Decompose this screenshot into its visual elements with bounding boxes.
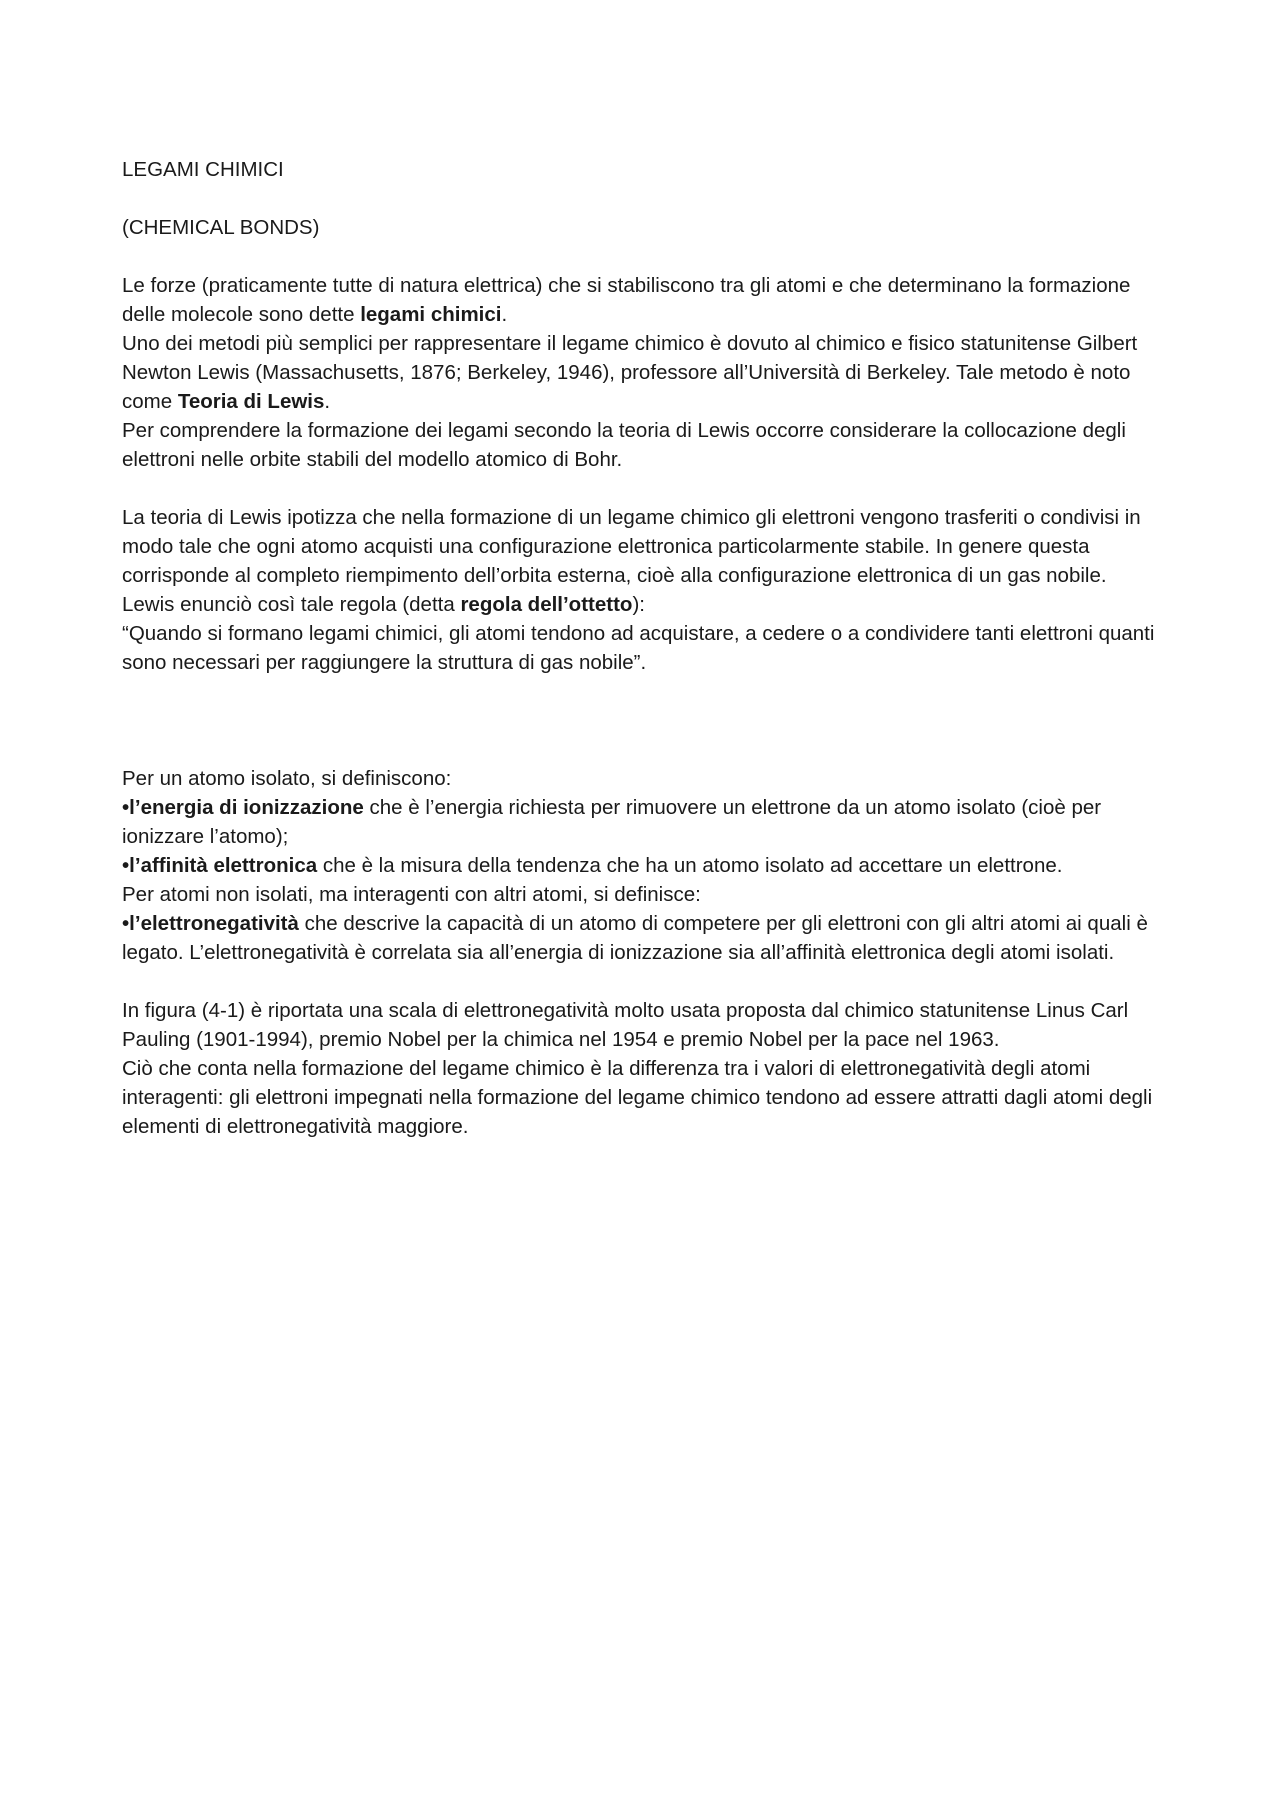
bold-term-energia-ionizzazione: •l’energia di ionizzazione: [122, 796, 364, 819]
paragraph-forces: [122, 271, 1172, 329]
paragraph-difference: Ciò che conta nella formazione del legame chimico è la differenza tra i valori di elettronegatività degli atomi interagenti: gli elettroni impegnati nella formazione del legame chimico tendono ad essere attratti dagli atomi degli elementi di elettronegatività maggiore.: [122, 1057, 1158, 1138]
paragraph-quote: “Quando si formano legami chimici, gli atomi tendono ad acquistare, a cedere o a condividere tanti elettroni quanti sono necessari per raggiungere la struttura di gas nobile”.: [122, 622, 1161, 674]
bold-term-regola-ottetto: regola dell’ottetto: [460, 593, 633, 616]
bold-term-teoria-di-lewis: Teoria di Lewis: [177, 390, 325, 413]
bullet-electron-affinity: [122, 851, 1172, 880]
spacer: [122, 474, 1172, 503]
document-subtitle: (CHEMICAL BONDS): [122, 216, 320, 239]
paragraph-pauling: In figura (4-1) è riportata una scala di elettronegatività molto usata proposta dal chimico statunitense Linus Carl Pauling (1901-1994), premio Nobel per la chimica nel 1954 e premio Nobel per la pace nel 1963.: [122, 999, 1134, 1051]
paragraph-lewis-theory: La teoria di Lewis ipotizza che nella formazione di un legame chimico gli elettroni vengono trasferiti o condivisi in modo tale che ogni atomo acquisti una configurazione elettronica particolarmente stabile. In genere questa corrisponde al completo riempimento dell’orbita esterna, cioè alla configurazione elettronica di un gas nobile.: [122, 506, 1147, 587]
paragraph-text: .: [501, 303, 508, 326]
document-page: [122, 155, 1172, 1141]
paragraph-lewis-method: [122, 329, 1172, 416]
paragraph-text: .: [324, 390, 331, 413]
spacer: [122, 735, 1172, 764]
bullet-electronegativity: [122, 909, 1172, 967]
bold-term-elettronegativita: •l’elettronegatività: [122, 912, 299, 935]
paragraph-text: che descrive la capacità di un atomo di competere per gli elettroni con gli altri atomi ai quali è legato. L’elettronegatività è correlata sia all’energia di ionizzazione sia all’affinità elettronica degli atomi isolati.: [122, 912, 1154, 964]
paragraph-text: Le forze (praticamente tutte di natura elettrica) che si stabiliscono tra gli atomi e che determinano la formazione delle molecole sono dette: [122, 274, 1137, 326]
bold-term-affinita-elettronica: •l’affinità elettronica: [122, 854, 318, 877]
spacer: [122, 967, 1172, 996]
spacer: [122, 677, 1172, 735]
spacer: [122, 184, 1172, 213]
paragraph-text: Uno dei metodi più semplici per rappresentare il legame chimico è dovuto al chimico e fisico statunitense Gilbert Newton Lewis (Massachusetts, 1876; Berkeley, 1946), professore all’Università di Berkeley. Tale metodo è noto come: [122, 332, 1143, 413]
paragraph-text: che è l’energia richiesta per rimuovere un elettrone da un atomo isolato (cioè per ionizzare l’atomo);: [122, 796, 1107, 848]
spacer: [122, 242, 1172, 271]
paragraph-text: che è la misura della tendenza che ha un atomo isolato ad accettare un elettrone.: [317, 854, 1063, 877]
bold-term-legami-chimici: legami chimici: [360, 303, 502, 326]
paragraph-octet-rule: [122, 590, 1172, 619]
paragraph-bohr: Per comprendere la formazione dei legami secondo la teoria di Lewis occorre considerare la collocazione degli elettroni nelle orbite stabili del modello atomico di Bohr.: [122, 419, 1132, 471]
paragraph-text: ):: [632, 593, 645, 616]
document-title: LEGAMI CHIMICI: [122, 158, 284, 181]
bullet-ionization-energy: [122, 793, 1172, 851]
paragraph-text: Lewis enunciò così tale regola (detta: [122, 593, 461, 616]
paragraph-non-isolated: Per atomi non isolati, ma interagenti con altri atomi, si definisce:: [122, 883, 701, 906]
paragraph-isolated-atom: Per un atomo isolato, si definiscono:: [122, 767, 452, 790]
